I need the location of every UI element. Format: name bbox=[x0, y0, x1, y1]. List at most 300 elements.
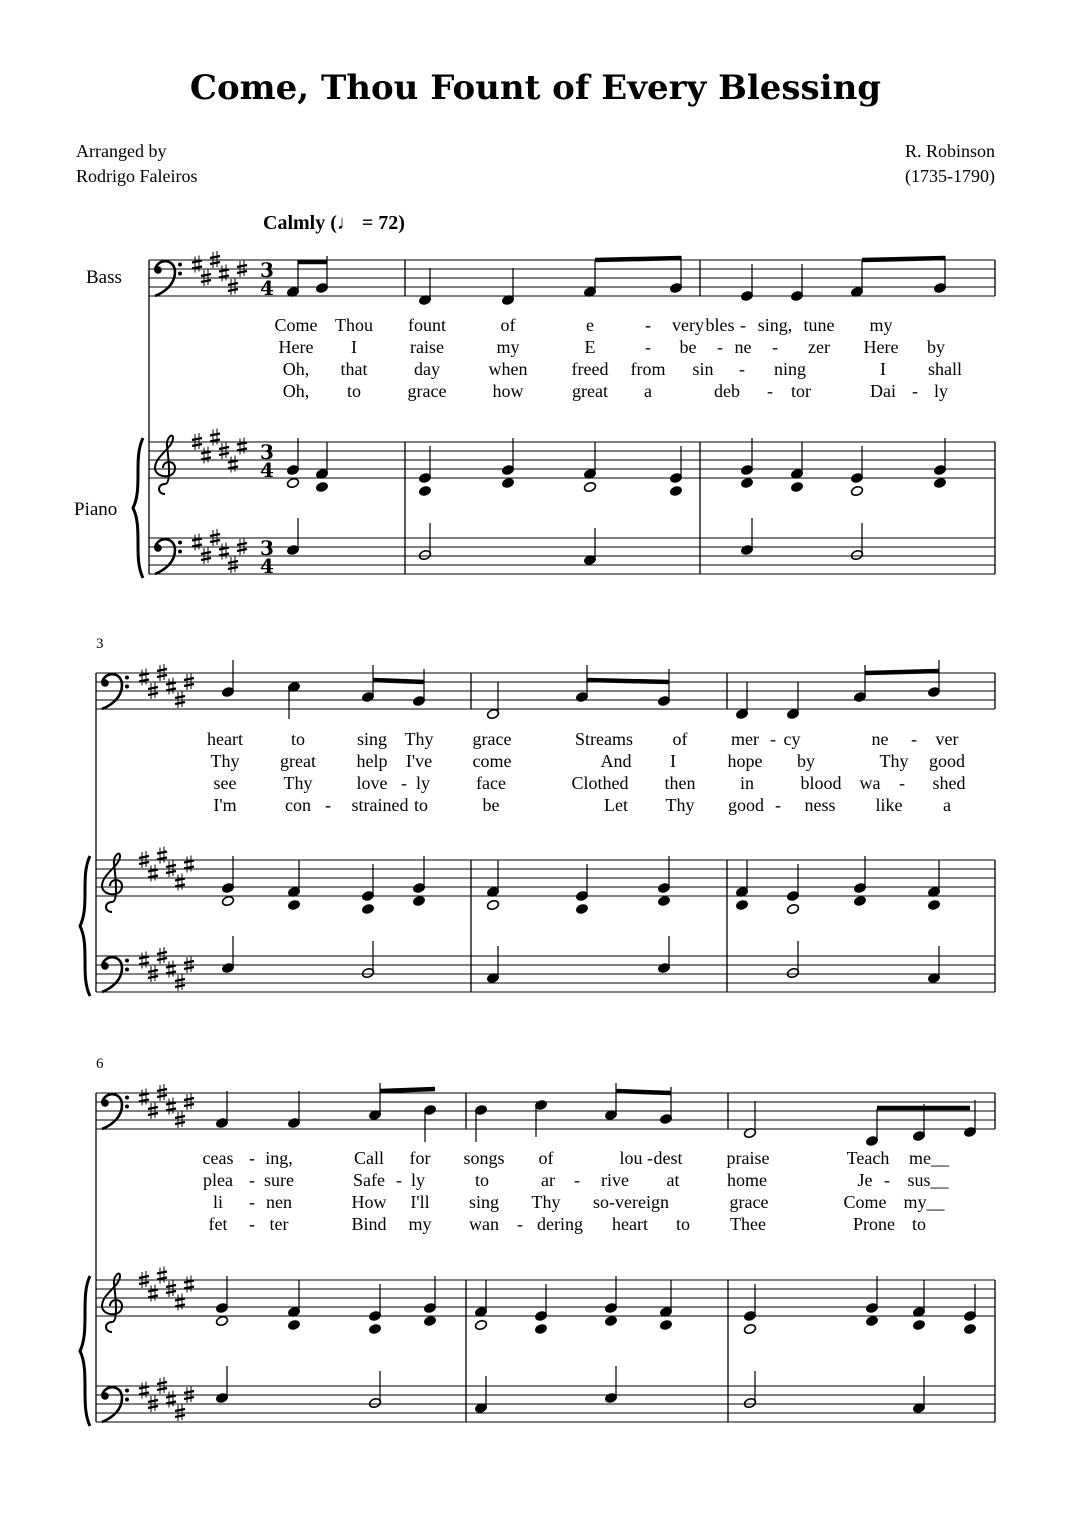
bass-clef bbox=[101, 1094, 129, 1129]
lyric-syllable: great bbox=[572, 381, 608, 401]
sharp-sign bbox=[166, 1396, 176, 1398]
lyric-syllable: I bbox=[351, 337, 357, 357]
sharp-sign bbox=[201, 552, 211, 554]
sharp-sign bbox=[157, 858, 167, 860]
lyric-syllable: Thy bbox=[531, 1192, 561, 1212]
sharp-sign bbox=[237, 271, 247, 273]
bass-clef-dot bbox=[178, 272, 182, 276]
sharp-sign bbox=[184, 961, 194, 963]
sharp-sign bbox=[237, 265, 247, 267]
beam bbox=[595, 258, 681, 260]
lyric-syllable: face bbox=[476, 773, 506, 793]
sharp-sign bbox=[139, 1276, 149, 1278]
notehead bbox=[215, 1315, 228, 1326]
sharp-sign bbox=[157, 1095, 167, 1097]
time-signature-top: 3 bbox=[260, 258, 274, 282]
notehead bbox=[850, 485, 863, 496]
notehead bbox=[474, 1319, 487, 1330]
piano-brace bbox=[80, 1276, 90, 1426]
sharp-sign bbox=[237, 543, 247, 545]
notehead bbox=[659, 1319, 672, 1330]
lyric-syllable: raise bbox=[410, 337, 444, 357]
lyric-syllable: how bbox=[492, 381, 524, 401]
lyric-syllable: help bbox=[356, 751, 388, 771]
lyric-syllable: my bbox=[869, 315, 893, 335]
treble-clef bbox=[155, 436, 175, 494]
sharp-sign bbox=[139, 963, 149, 965]
lyric-syllable: home bbox=[727, 1170, 767, 1190]
notehead bbox=[368, 1323, 381, 1334]
lyric-hyphen: - bbox=[249, 1148, 255, 1168]
lyric-syllable: sing bbox=[468, 1192, 500, 1212]
sharp-sign bbox=[192, 438, 202, 440]
notehead bbox=[583, 481, 596, 492]
lyric-syllable: by bbox=[927, 337, 945, 357]
lyric-syllable: ing, bbox=[265, 1148, 293, 1168]
lyric-syllable: Call bbox=[354, 1148, 384, 1168]
sharp-sign bbox=[157, 852, 167, 854]
lyric-syllable: praise bbox=[726, 1148, 770, 1168]
lyric-syllable: a bbox=[644, 381, 652, 401]
lyric-syllable: Oh, bbox=[282, 359, 310, 379]
lyric-syllable: see bbox=[213, 773, 237, 793]
sharp-sign bbox=[139, 1387, 149, 1389]
lyric-syllable: so-vereign bbox=[593, 1192, 669, 1212]
lyric-syllable: Clothed bbox=[571, 773, 629, 793]
notehead bbox=[657, 895, 670, 906]
lyric-hyphen: - bbox=[249, 1170, 255, 1190]
lyric-syllable: rive bbox=[601, 1170, 629, 1190]
notehead bbox=[423, 1315, 436, 1326]
lyric-syllable: shed bbox=[932, 773, 966, 793]
lyric-syllable: grace bbox=[472, 729, 512, 749]
lyric-syllable: heart bbox=[207, 729, 243, 749]
lyric-syllable: Thy bbox=[404, 729, 434, 749]
sharp-sign bbox=[148, 1107, 158, 1109]
sharp-sign bbox=[148, 1296, 158, 1298]
sharp-sign bbox=[148, 970, 158, 972]
sharp-sign bbox=[166, 871, 176, 873]
sharp-sign bbox=[228, 561, 238, 563]
sharp-sign bbox=[175, 1415, 185, 1417]
sharp-sign bbox=[210, 440, 220, 442]
lyric-syllable: dering bbox=[537, 1214, 583, 1234]
lyric-syllable: by bbox=[797, 751, 815, 771]
notehead bbox=[418, 485, 431, 496]
lyric-syllable: love bbox=[356, 773, 388, 793]
lyric-syllable: me__ bbox=[909, 1148, 949, 1168]
sharp-sign bbox=[184, 1391, 194, 1393]
sharp-sign bbox=[166, 1402, 176, 1404]
beam bbox=[616, 1091, 671, 1093]
lyric-syllable: sus__ bbox=[907, 1170, 949, 1190]
lyric-hyphen: - bbox=[645, 337, 651, 357]
notehead bbox=[361, 903, 374, 914]
lyric-syllable: Come bbox=[843, 1192, 887, 1212]
beam bbox=[373, 680, 424, 682]
lyric-syllable: songs bbox=[463, 1148, 505, 1168]
notehead bbox=[963, 1323, 976, 1334]
lyric-syllable: good bbox=[728, 795, 764, 815]
lyric-syllable: con bbox=[285, 795, 311, 815]
lyric-syllable: to bbox=[290, 729, 306, 749]
lyric-hyphen: - bbox=[517, 1214, 523, 1234]
sharp-sign bbox=[175, 879, 185, 881]
beam bbox=[380, 1089, 435, 1091]
sharp-sign bbox=[210, 540, 220, 542]
lyric-syllable: Prone bbox=[853, 1214, 895, 1234]
bass-clef bbox=[101, 957, 129, 992]
lyric-hyphen: - bbox=[770, 729, 776, 749]
sharp-sign bbox=[237, 549, 247, 551]
sharp-sign bbox=[175, 1116, 185, 1118]
sharp-sign bbox=[157, 1388, 167, 1390]
sharp-sign bbox=[148, 1290, 158, 1292]
lyric-syllable: bles bbox=[705, 315, 735, 335]
lyric-syllable: mer bbox=[731, 729, 759, 749]
lyric-syllable: ly bbox=[410, 1170, 426, 1190]
sharp-sign bbox=[219, 270, 229, 272]
bass-clef-dot bbox=[178, 550, 182, 554]
lyric-hyphen: - bbox=[645, 315, 651, 335]
lyric-syllable: like bbox=[875, 795, 903, 815]
bass-clef-dot bbox=[125, 959, 129, 963]
notehead bbox=[927, 899, 940, 910]
lyric-syllable: come bbox=[472, 751, 512, 771]
notehead bbox=[743, 1323, 756, 1334]
sharp-sign bbox=[166, 683, 176, 685]
sharp-sign bbox=[139, 680, 149, 682]
lyric-syllable: And bbox=[600, 751, 632, 771]
sharp-sign bbox=[139, 862, 149, 864]
bass-clef-dot bbox=[125, 968, 129, 972]
bass-clef bbox=[101, 1387, 129, 1422]
sharp-sign bbox=[201, 558, 211, 560]
lyric-syllable: li bbox=[212, 1192, 224, 1212]
lyric-syllable: from bbox=[630, 359, 666, 379]
sharp-sign bbox=[157, 1278, 167, 1280]
bass-clef-dot bbox=[154, 266, 162, 274]
notehead bbox=[287, 899, 300, 910]
lyric-syllable: cy bbox=[783, 729, 801, 749]
lyric-syllable: Thy bbox=[210, 751, 240, 771]
sharp-sign bbox=[148, 870, 158, 872]
lyric-syllable: to bbox=[675, 1214, 691, 1234]
sharp-sign bbox=[201, 458, 211, 460]
sharp-sign bbox=[166, 865, 176, 867]
sharp-sign bbox=[210, 434, 220, 436]
sharp-sign bbox=[157, 952, 167, 954]
sharp-sign bbox=[237, 443, 247, 445]
lyric-syllable: heart bbox=[612, 1214, 648, 1234]
sharp-sign bbox=[148, 876, 158, 878]
beam bbox=[865, 671, 939, 673]
sharp-sign bbox=[157, 1382, 167, 1384]
lyric-syllable: Come bbox=[274, 315, 318, 335]
sharp-sign bbox=[228, 283, 238, 285]
lyric-hyphen: - bbox=[574, 1170, 580, 1190]
lyric-syllable: fet bbox=[208, 1214, 228, 1234]
bass-clef bbox=[154, 539, 182, 574]
instrument-label-piano: Piano bbox=[74, 499, 118, 520]
lyric-syllable: in bbox=[739, 773, 755, 793]
lyric-syllable: of bbox=[538, 1148, 554, 1168]
lyric-syllable: e bbox=[586, 315, 594, 335]
bass-clef-dot bbox=[125, 676, 129, 680]
lyric-syllable: strained bbox=[351, 795, 409, 815]
bass-clef-dot bbox=[101, 1099, 109, 1107]
lyric-hyphen: - bbox=[717, 337, 723, 357]
lyric-syllable: ning bbox=[773, 359, 807, 379]
treble-clef bbox=[102, 1274, 122, 1332]
sharp-sign bbox=[139, 674, 149, 676]
beam bbox=[587, 680, 669, 682]
notehead bbox=[669, 485, 682, 496]
sharp-sign bbox=[175, 1409, 185, 1411]
sharp-sign bbox=[219, 548, 229, 550]
lyric-syllable: ness bbox=[804, 795, 836, 815]
lyric-syllable: nen bbox=[266, 1192, 292, 1212]
sharp-sign bbox=[166, 1103, 176, 1105]
sharp-sign bbox=[148, 1406, 158, 1408]
lyric-syllable: my bbox=[496, 337, 520, 357]
sharp-sign bbox=[175, 885, 185, 887]
sharp-sign bbox=[184, 1098, 194, 1100]
sharp-sign bbox=[192, 261, 202, 263]
sharp-sign bbox=[139, 1100, 149, 1102]
sharp-sign bbox=[139, 957, 149, 959]
lyric-syllable: I'm bbox=[213, 795, 237, 815]
lyric-syllable: I bbox=[670, 751, 676, 771]
lyric-syllable: very bbox=[672, 315, 704, 335]
lyric-syllable: to bbox=[474, 1170, 490, 1190]
sharp-sign bbox=[184, 861, 194, 863]
bass-clef bbox=[101, 674, 129, 709]
sharp-sign bbox=[219, 453, 229, 455]
lyric-syllable: ter bbox=[269, 1214, 289, 1234]
notehead bbox=[575, 903, 588, 914]
lyric-syllable: ceas bbox=[202, 1148, 234, 1168]
sharp-sign bbox=[175, 702, 185, 704]
lyric-hyphen: - bbox=[775, 795, 781, 815]
sharp-sign bbox=[157, 675, 167, 677]
sharp-sign bbox=[166, 1285, 176, 1287]
notehead bbox=[933, 477, 946, 488]
lyric-syllable: sing, bbox=[757, 315, 793, 335]
lyric-syllable: ly bbox=[933, 381, 949, 401]
arranger-name: Rodrigo Faleiros bbox=[76, 166, 198, 186]
lyric-syllable: day bbox=[414, 359, 440, 379]
sharp-sign bbox=[175, 985, 185, 987]
sharp-sign bbox=[139, 1094, 149, 1096]
notehead bbox=[853, 895, 866, 906]
notehead bbox=[786, 903, 799, 914]
sharp-sign bbox=[175, 696, 185, 698]
sharp-sign bbox=[139, 1282, 149, 1284]
bass-clef bbox=[154, 261, 182, 296]
lyric-hyphen: - bbox=[647, 1148, 653, 1168]
lyric-syllable: to bbox=[911, 1214, 927, 1234]
lyric-syllable: my bbox=[408, 1214, 432, 1234]
lyric-hyphen: - bbox=[739, 359, 745, 379]
sharp-sign bbox=[184, 1104, 194, 1106]
lyric-syllable: of bbox=[500, 315, 516, 335]
bass-clef-dot bbox=[178, 541, 182, 545]
sharp-sign bbox=[166, 966, 176, 968]
lyric-hyphen: - bbox=[396, 1170, 402, 1190]
lyric-syllable: zer bbox=[808, 337, 830, 357]
notehead bbox=[412, 895, 425, 906]
sharp-sign bbox=[166, 972, 176, 974]
sharp-sign bbox=[210, 534, 220, 536]
lyric-syllable: shall bbox=[928, 359, 962, 379]
instrument-label-bass: Bass bbox=[86, 267, 122, 288]
lyric-hyphen: - bbox=[899, 773, 905, 793]
sharp-sign bbox=[192, 539, 202, 541]
lyric-syllable: good bbox=[929, 751, 965, 771]
sharp-sign bbox=[175, 1122, 185, 1124]
lyric-syllable: ne bbox=[871, 729, 889, 749]
bass-clef-dot bbox=[125, 1105, 129, 1109]
lyric-hyphen: - bbox=[767, 381, 773, 401]
notehead bbox=[865, 1315, 878, 1326]
sharp-sign bbox=[148, 1400, 158, 1402]
beam bbox=[862, 258, 945, 260]
time-signature-bottom: 4 bbox=[260, 554, 274, 578]
sharp-sign bbox=[192, 545, 202, 547]
sharp-sign bbox=[184, 678, 194, 680]
lyric-syllable: sing bbox=[356, 729, 388, 749]
sharp-sign bbox=[184, 967, 194, 969]
lyric-syllable: How bbox=[351, 1192, 387, 1212]
lyric-hyphen: - bbox=[911, 729, 917, 749]
lyric-syllable: sure bbox=[264, 1170, 294, 1190]
lyric-syllable: blood bbox=[800, 773, 842, 793]
lyric-syllable: Dai bbox=[870, 381, 896, 401]
sharp-sign bbox=[184, 1397, 194, 1399]
sharp-sign bbox=[157, 1089, 167, 1091]
lyric-syllable: fount bbox=[408, 315, 446, 335]
notehead bbox=[486, 899, 499, 910]
lyric-syllable: grace bbox=[729, 1192, 769, 1212]
sharp-sign bbox=[228, 467, 238, 469]
time-signature-top: 3 bbox=[260, 440, 274, 464]
lyric-syllable: my__ bbox=[903, 1192, 945, 1212]
lyric-syllable: Bind bbox=[351, 1214, 387, 1234]
lyric-syllable: grace bbox=[407, 381, 447, 401]
sharp-sign bbox=[210, 262, 220, 264]
lyric-hyphen: - bbox=[325, 795, 331, 815]
sharp-sign bbox=[184, 867, 194, 869]
lyric-hyphen: - bbox=[249, 1192, 255, 1212]
sharp-sign bbox=[219, 276, 229, 278]
lyric-syllable: Safe bbox=[353, 1170, 385, 1190]
lyric-syllable: Here bbox=[863, 337, 899, 357]
lyric-syllable: I bbox=[880, 359, 886, 379]
sharp-sign bbox=[228, 289, 238, 291]
lyric-syllable: a bbox=[943, 795, 951, 815]
sharp-sign bbox=[184, 1287, 194, 1289]
notehead bbox=[912, 1319, 925, 1330]
lyric-hyphen: - bbox=[740, 315, 746, 335]
time-signature-bottom: 4 bbox=[260, 458, 274, 482]
sharp-sign bbox=[148, 687, 158, 689]
measure-number: 6 bbox=[96, 1056, 104, 1072]
composer-dates: (1735-1790) bbox=[905, 166, 995, 186]
lyric-syllable: Thee bbox=[730, 1214, 766, 1234]
lyric-syllable: Je bbox=[857, 1170, 873, 1190]
sharp-sign bbox=[148, 693, 158, 695]
lyric-syllable: lou bbox=[619, 1148, 643, 1168]
sharp-sign bbox=[192, 267, 202, 269]
bass-clef-dot bbox=[125, 685, 129, 689]
measure-number: 3 bbox=[96, 636, 104, 652]
lyric-syllable: hope bbox=[727, 751, 763, 771]
page-title: Come, Thou Fount of Every Blessing bbox=[189, 68, 882, 108]
lyric-syllable: freed bbox=[571, 359, 609, 379]
lyric-syllable: plea bbox=[203, 1170, 233, 1190]
sharp-sign bbox=[148, 1113, 158, 1115]
lyric-syllable: when bbox=[488, 359, 528, 379]
lyric-syllable: wa bbox=[859, 773, 881, 793]
sharp-sign bbox=[201, 452, 211, 454]
lyric-hyphen: - bbox=[401, 773, 407, 793]
composer-name: R. Robinson bbox=[904, 141, 995, 161]
lyric-syllable: deb bbox=[714, 381, 740, 401]
sharp-sign bbox=[237, 449, 247, 451]
sharp-sign bbox=[175, 1299, 185, 1301]
sharp-sign bbox=[166, 1291, 176, 1293]
treble-clef bbox=[102, 854, 122, 912]
sharp-sign bbox=[219, 447, 229, 449]
lyric-syllable: Streams bbox=[575, 729, 633, 749]
sharp-sign bbox=[157, 958, 167, 960]
lyric-hyphen: - bbox=[249, 1214, 255, 1234]
lyric-syllable: be bbox=[679, 337, 697, 357]
lyric-syllable: Let bbox=[604, 795, 628, 815]
lyric-syllable: ne bbox=[734, 337, 752, 357]
notehead bbox=[287, 1319, 300, 1330]
arranger-label: Arranged by bbox=[76, 141, 167, 161]
sharp-sign bbox=[192, 444, 202, 446]
sharp-sign bbox=[210, 256, 220, 258]
lyric-syllable: Thy bbox=[665, 795, 695, 815]
lyric-syllable: tor bbox=[791, 381, 811, 401]
bass-clef-dot bbox=[125, 1389, 129, 1393]
lyric-syllable: sin bbox=[692, 359, 714, 379]
lyric-syllable: I've bbox=[405, 751, 433, 771]
sharp-sign bbox=[228, 567, 238, 569]
lyric-hyphen: - bbox=[884, 1170, 890, 1190]
sharp-sign bbox=[219, 554, 229, 556]
sharp-sign bbox=[157, 1272, 167, 1274]
notehead bbox=[315, 481, 328, 492]
bass-clef-dot bbox=[154, 544, 162, 552]
lyric-syllable: Thou bbox=[335, 315, 373, 335]
lyric-syllable: ly bbox=[415, 773, 431, 793]
piano-brace bbox=[80, 856, 90, 996]
sharp-sign bbox=[139, 856, 149, 858]
lyric-syllable: Here bbox=[278, 337, 314, 357]
sharp-sign bbox=[139, 1393, 149, 1395]
bass-clef-dot bbox=[178, 263, 182, 267]
bass-clef-dot bbox=[125, 1398, 129, 1402]
lyric-syllable: to bbox=[346, 381, 362, 401]
piano-brace bbox=[133, 438, 143, 578]
lyric-syllable: Thy bbox=[879, 751, 909, 771]
sharp-sign bbox=[175, 1305, 185, 1307]
lyric-syllable: Oh, bbox=[282, 381, 310, 401]
